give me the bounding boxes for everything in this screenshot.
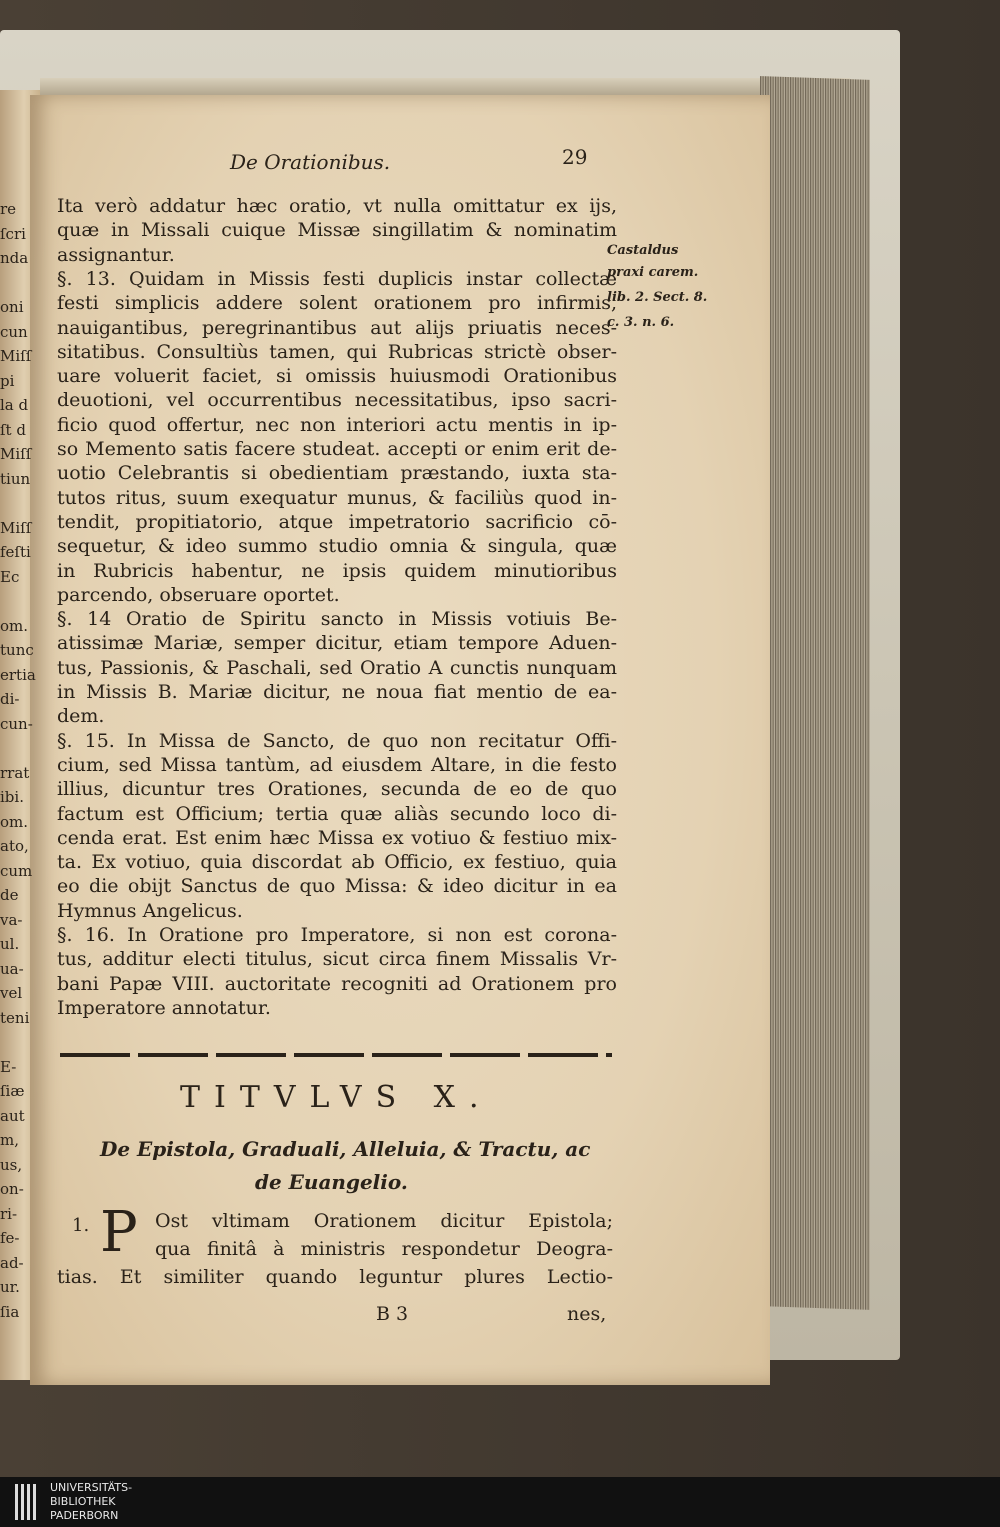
chapter-subtitle: De Epistola, Graduali, Alleluia, & Tractu, ac: [100, 1137, 591, 1161]
previous-page-fragment: feſti: [0, 543, 31, 561]
previous-page-fragment: ibi.: [0, 788, 24, 806]
previous-page-fragment: cun: [0, 322, 28, 341]
previous-page-fragment: oni: [0, 298, 24, 316]
text-line: so Memento satis facere studeat. accepti or enim erit de-: [57, 438, 617, 460]
library-logo-icon: [13, 1482, 41, 1522]
previous-page-fragment: ſia: [0, 1302, 20, 1321]
text-line: ta. Ex votiuo, quia discordat ab Officio, ex festiuo, quia: [57, 851, 617, 874]
text-line: tendit, propitiatorio, atque impetratorio sacrificio cō-: [57, 510, 617, 533]
previous-page-fragment: ad-: [0, 1253, 24, 1272]
previous-page-fragment: ertia: [0, 665, 36, 684]
margin-note-line: Castaldus: [607, 243, 679, 258]
body-line: qua finitâ à ministris respondetur Deogra-: [155, 1238, 613, 1260]
text-line: uare voluerit faciet, si omissis huiusmodi Orationibus: [57, 365, 617, 388]
drop-cap: P: [100, 1200, 138, 1265]
text-line: eo die obijt Sanctus de quo Missa: & ideo dicitur in ea: [57, 875, 617, 898]
text-line: quæ in Missali cuique Missæ singillatim & nominatim: [57, 219, 617, 242]
previous-page-fragment: re: [0, 200, 17, 218]
running-head: De Orationibus.: [230, 150, 391, 174]
previous-page-fragment: ſcri: [0, 224, 26, 243]
text-line: factum est Officium; tertia quæ aliàs secundo loco di-: [57, 802, 617, 825]
text-line: Imperatore annotatur.: [57, 996, 271, 1019]
text-line: ficio quod offertur, nec non interiori actu mentis in ip-: [57, 413, 617, 436]
previous-page-fragment: E-: [0, 1057, 17, 1076]
previous-page-fragment: cum: [0, 861, 33, 880]
previous-page-fragment: la d: [0, 396, 29, 414]
library-logo-text: UNIVERSITÄTS- BIBLIOTHEK PADERBORN: [50, 1481, 133, 1522]
text-line: §. 13. Quidam in Missis festi duplicis instar collectæ: [57, 267, 617, 290]
page-number: 29: [562, 145, 588, 169]
text-line: §. 15. In Missa de Sancto, de quo non recitatur Offi-: [57, 729, 617, 752]
text-line: deuotioni, vel occurrentibus necessitatibus, ipso sacri-: [57, 389, 617, 412]
previous-page-fragment: ua-: [0, 959, 24, 978]
text-line: §. 14 Oratio de Spiritu sancto in Missis votiuis Be-: [57, 608, 617, 631]
margin-note-line: praxi carem.: [607, 265, 699, 280]
chapter-subtitle: de Euangelio.: [255, 1170, 408, 1194]
text-line: in Rubricis habentur, ne ipsis quidem minutioribus: [57, 559, 617, 582]
margin-note-line: c. 3. n. 6.: [607, 315, 675, 330]
previous-page-fragment: cun-: [0, 714, 33, 733]
chapter-title: TITVLVS X.: [180, 1080, 493, 1115]
text-line: atissimæ Mariæ, semper dicitur, etiam tempore Aduen-: [57, 632, 617, 655]
previous-page-fragment: Miſſ: [0, 518, 32, 537]
text-line: sitatibus. Consultiùs tamen, qui Rubricas strictè obser-: [57, 340, 617, 363]
body-line: Ost vltimam Orationem dicitur Epistola;: [155, 1210, 613, 1232]
previous-page-fragment: nda: [0, 249, 29, 267]
previous-page-fragment: Ec: [0, 567, 20, 586]
page-edges: [760, 76, 870, 1310]
text-line: uotio Celebrantis si obedientiam præstando, iuxta sta-: [57, 462, 617, 485]
previous-page-fragment: om.: [0, 812, 29, 831]
text-line: tus, Passionis, & Paschali, sed Oratio A cunctis nunquam: [57, 656, 617, 679]
previous-page-fragment: teni: [0, 1008, 30, 1027]
previous-page-fragment: fe-: [0, 1229, 20, 1247]
previous-page-fragment: on-: [0, 1180, 24, 1198]
previous-page-fragment: de: [0, 886, 19, 904]
text-line: tutos ritus, suum exequatur munus, & faciliùs quod in-: [57, 486, 617, 509]
previous-page-fragment: aut: [0, 1106, 25, 1125]
signature-mark: B 3: [376, 1303, 409, 1325]
paragraph-number: 1.: [72, 1215, 90, 1236]
previous-page-fragment: ſt d: [0, 420, 26, 439]
previous-page-fragment: om.: [0, 616, 29, 635]
text-line: Hymnus Angelicus.: [57, 899, 243, 922]
text-line: nauigantibus, peregrinantibus aut alijs priuatis neces-: [57, 316, 617, 339]
previous-page-fragment: ul.: [0, 935, 20, 953]
previous-page-fragment: di-: [0, 690, 20, 708]
previous-page-fragment: rrat: [0, 763, 30, 782]
previous-page-fragment: ſiæ: [0, 1082, 25, 1100]
text-line: cium, sed Missa tantùm, ad eiusdem Altare, in die festo: [57, 753, 617, 776]
text-line: in Missis B. Mariæ dicitur, ne noua fiat mentio de ea-: [57, 681, 617, 703]
previous-page-fragment: vel: [0, 984, 23, 1002]
catchword: nes,: [567, 1303, 607, 1325]
text-line: sequetur, & ideo summo studio omnia & singula, quæ: [57, 535, 617, 558]
previous-page-fragment: Miſſ: [0, 347, 32, 365]
text-line: tus, additur electi titulus, sicut circa finem Missalis Vr-: [57, 948, 617, 971]
text-line: cenda erat. Est enim hæc Missa ex votiuo & festiuo mix-: [57, 826, 617, 849]
previous-page-fragment: Miſſ: [0, 445, 32, 463]
text-line: assignantur.: [57, 243, 175, 266]
footer-bar: [0, 1477, 1000, 1527]
text-line: festi simplicis addere solent orationem pro infirmis,: [57, 292, 617, 315]
text-line: bani Papæ VIII. auctoritate recogniti ad Orationem pro: [57, 972, 617, 995]
text-line: parcendo, obseruare oportet.: [57, 583, 340, 606]
previous-page-fragment: ri-: [0, 1204, 18, 1223]
previous-page-fragment: va-: [0, 910, 23, 929]
previous-page-fragment: ur.: [0, 1278, 20, 1296]
previous-page-fragment: pi: [0, 371, 15, 390]
text-line: illius, dicuntur tres Orationes, secunda de eo de quo: [57, 778, 617, 801]
previous-page-fragment: m,: [0, 1131, 19, 1149]
margin-note-line: lib. 2. Sect. 8.: [607, 290, 708, 305]
body-line: tias. Et similiter quando leguntur plures Lectio-: [57, 1266, 613, 1288]
previous-page-fragment: tunc: [0, 641, 34, 659]
previous-page-fragment: ato,: [0, 837, 29, 855]
previous-page-fragment: tiun: [0, 469, 31, 488]
previous-page-fragment: us,: [0, 1155, 23, 1174]
text-line: §. 16. In Oratione pro Imperatore, si non est corona-: [57, 924, 617, 946]
text-line: dem.: [57, 705, 105, 728]
text-line: Ita verò addatur hæc oratio, vt nulla omittatur ex ijs,: [57, 195, 617, 217]
decorative-rule: [60, 1053, 612, 1057]
